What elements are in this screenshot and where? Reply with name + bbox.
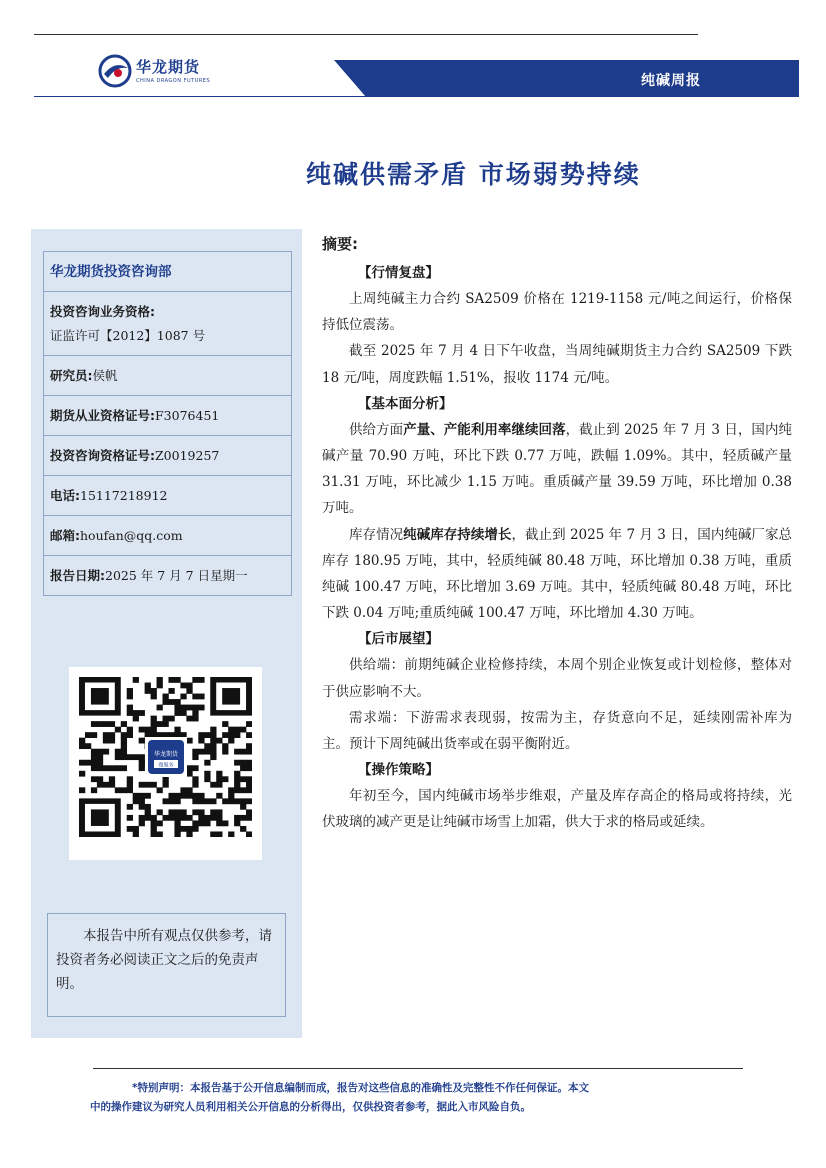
fundamentals-heading: 【基本面分析】 bbox=[358, 395, 453, 412]
supply-paragraph bbox=[322, 417, 792, 522]
email-label: 邮箱: bbox=[50, 528, 80, 543]
market-review-paragraph-2: 截至 2025 年 7 月 4 日下午收盘，当周纯碱期货主力合约 SA2509 下跌 18 元/吨，周度跌幅 1.51%，报收 1174 元/吨。 bbox=[322, 343, 792, 386]
special-statement bbox=[90, 1079, 750, 1117]
futures-cert-label: 期货从业资格证号: bbox=[50, 408, 155, 423]
supply-highlight: 产量、产能利用率继续回落 bbox=[403, 421, 566, 438]
report-title: 纯碱供需矛盾 市场弱势持续 bbox=[306, 160, 641, 189]
phone-row bbox=[44, 476, 291, 516]
statement-line-2: 中的操作建议为研究人员利用相关公开信息的分析得出，仅供投资者参考，据此入市风险自负。 bbox=[90, 1101, 531, 1113]
qr-code-icon bbox=[79, 677, 252, 837]
researcher-label: 研究员: bbox=[50, 368, 93, 383]
qualification-label: 投资咨询业务资格: bbox=[50, 304, 155, 319]
consult-cert-row bbox=[44, 436, 291, 476]
phone-value: 15117218912 bbox=[80, 488, 168, 503]
abstract-heading: 摘要: bbox=[322, 235, 358, 253]
bottom-rule bbox=[93, 1068, 743, 1069]
email-value[interactable]: houfan@qq.com bbox=[80, 528, 183, 543]
outlook-supply-paragraph: 供给端：前期纯碱企业检修持续，本周个别企业恢复或计划检修，整体对于供应影响不大。 bbox=[322, 657, 792, 700]
supply-lead: 供给方面 bbox=[349, 421, 404, 438]
wechat-qr-code bbox=[69, 667, 262, 860]
supply-detail: ，截止到 2025 年 7 月 3 日，国内纯碱产量 70.90 万吨，环比下跌 0.77 万吨，跌幅 1.09%。其中，轻质碱产量 31.31 万吨，环比减少 1.15 万吨。重质碱产量 39.59 万吨，环比增加 0.38 万吨。 bbox=[322, 421, 792, 517]
researcher-value: 侯帆 bbox=[92, 368, 118, 383]
strategy-paragraph: 年初至今，国内纯碱市场举步维艰，产量及库存高企的格局或将持续，光伏玻璃的减产更是让纯碱市场雪上加霜，供大于求的格局或延续。 bbox=[322, 788, 792, 831]
strategy-heading: 【操作策略】 bbox=[358, 762, 439, 779]
qr-center-text: 华龙期货 bbox=[153, 751, 179, 758]
report-date-row bbox=[44, 556, 291, 595]
outlook-heading: 【后市展望】 bbox=[358, 631, 439, 648]
qualification-value: 证监许可【2012】1087 号 bbox=[50, 328, 206, 343]
inventory-lead: 库存情况 bbox=[349, 526, 404, 543]
analyst-info-box bbox=[43, 251, 292, 596]
dragon-logo-icon bbox=[98, 54, 132, 88]
inventory-detail: ，截止到 2025 年 7 月 3 日，国内纯碱厂家总库存 180.95 万吨，其中，轻质纯碱 80.48 万吨，环比增加 0.38 万吨，重质纯碱 100.47 万吨，环比增加 3.69 万吨。其中，轻质纯碱 80.48 万吨，环比下跌 0.04 万吨;重质纯碱 100.47 万吨，环比增加 4.30 万吨。 bbox=[322, 526, 793, 622]
logo-name-cn: 华龙期货 bbox=[136, 58, 201, 76]
futures-cert-row bbox=[44, 396, 291, 436]
futures-cert-value: F3076451 bbox=[155, 408, 220, 423]
phone-label: 电话: bbox=[50, 488, 80, 503]
report-date-value: 2025 年 7 月 7 日星期一 bbox=[105, 568, 248, 583]
email-row bbox=[44, 516, 291, 556]
top-rule bbox=[34, 34, 698, 35]
inventory-highlight: 纯碱库存持续增长 bbox=[403, 526, 512, 543]
logo-name-en: CHINA DRAGON FUTURES bbox=[136, 78, 211, 84]
qr-center-sub: 微服务 bbox=[158, 762, 174, 769]
researcher-row bbox=[44, 356, 291, 396]
abstract-section bbox=[322, 232, 792, 836]
statement-line-1: *特别声明：本报告基于公开信息编制而成，报告对这些信息的准确性及完整性不作任何保证。本文 bbox=[132, 1082, 589, 1094]
report-type-label: 纯碱周报 bbox=[641, 73, 701, 89]
company-logo bbox=[98, 54, 228, 90]
market-review-heading: 【行情复盘】 bbox=[358, 265, 439, 281]
consult-cert-label: 投资咨询资格证号: bbox=[50, 448, 155, 463]
consult-cert-value: Z0019257 bbox=[155, 448, 220, 463]
outlook-demand-paragraph: 需求端：下游需求表现弱，按需为主，存货意向不足，延续刚需补库为主。预计下周纯碱出货率或在弱平衡附近。 bbox=[322, 709, 792, 753]
market-review-paragraph-1: 上周纯碱主力合约 SA2509 价格在 1219-1158 元/吨之间运行，价格保持低位震荡。 bbox=[322, 291, 792, 334]
qualification-row bbox=[44, 292, 291, 356]
sidebar-disclaimer: 本报告中所有观点仅供参考，请投资者务必阅读正文之后的免责声明。 bbox=[47, 913, 286, 1017]
department-name: 华龙期货投资咨询部 bbox=[44, 252, 291, 292]
inventory-paragraph bbox=[322, 522, 792, 627]
report-date-label: 报告日期: bbox=[50, 568, 105, 583]
